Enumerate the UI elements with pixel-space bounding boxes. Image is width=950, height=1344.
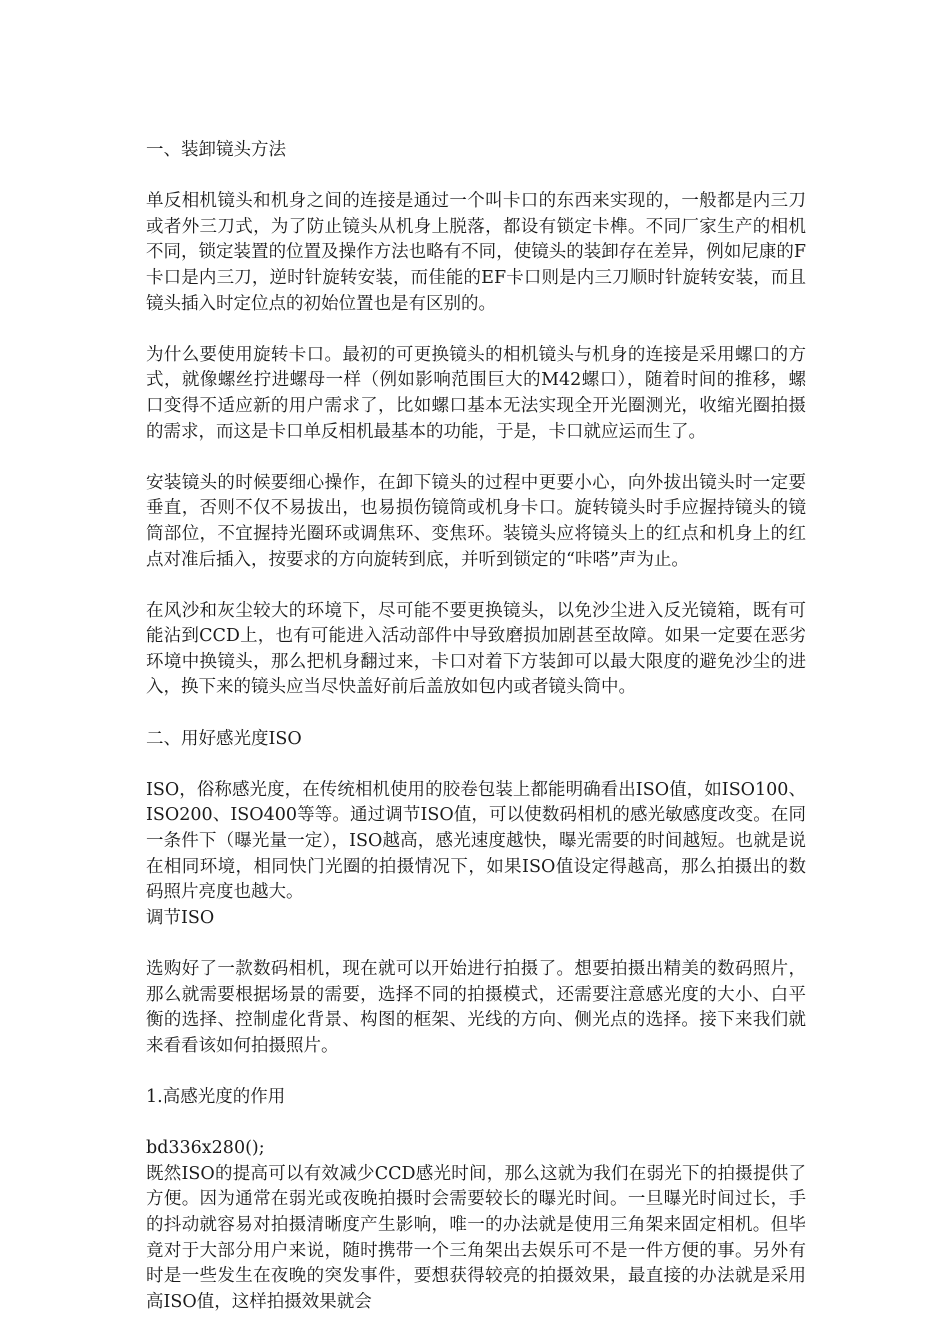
section-heading-iso: 二、用好感光度ISO xyxy=(146,728,302,749)
paragraph-bayonet-intro: 单反相机镜头和机身之间的连接是通过一个叫卡口的东西来实现的，一般都是内三刀或者外三刀式，为了防止镜头从机身上脱落，都设有锁定卡榫。不同厂家生产的相机不同，锁定装置的位置及操作方法也略有不同，使镜头的装卸存在差异，例如尼康的F卡口是内三刀，逆时针旋转安装，而佳能的EF卡口则是内三刀顺时针旋转安装，而且镜头插入时定位点的初始位置也是有区别的。 xyxy=(146,191,806,314)
paragraph-why-bayonet: 为什么要使用旋转卡口。最初的可更换镜头的相机镜头与机身的连接是采用螺口的方式，就像螺丝拧进螺母一样（例如影响范围巨大的M42螺口），随着时间的推移，螺口变得不适应新的用户需求了，比如螺口基本无法实现全开光圈测光，收缩光圈拍摄的需求，而这是卡口单反相机最基本的功能，于是，卡口就应运而生了。 xyxy=(146,344,806,442)
paragraph-install-care: 安装镜头的时候要细心操作，在卸下镜头的过程中更要小心，向外拔出镜头时一定要垂直，否则不仅不易拔出，也易损伤镜筒或机身卡口。旋转镜头时手应握持镜头的镜筒部位，不宜握持光圈环或调焦环、变焦环。装镜头应将镜头上的红点和机身上的红点对准后插入，按要求的方向旋转到底，并听到锁定的“咔嗒”声为止。 xyxy=(146,472,806,570)
paragraph-adjust-iso-label: 调节ISO xyxy=(146,907,215,928)
paragraph-iso-definition: ISO，俗称感光度，在传统相机使用的胶卷包装上都能明确看出ISO值，如ISO100、ISO200、ISO400等等。通过调节ISO值，可以使数码相机的感光敏感度改变。在同一条件下（曝光量一定），ISO越高，感光速度越快，曝光需要的时间越短。也就是说在相同环境，相同快门光圈的拍摄情况下，如果ISO值设定得越高，那么拍摄出的数码照片亮度也越大。 xyxy=(146,779,806,903)
paragraph-high-iso-benefit: 既然ISO的提高可以有效减少CCD感光时间，那么这就为我们在弱光下的拍摄提供了方便。因为通常在弱光或夜晚拍摄时会需要较长的曝光时间。一旦曝光时间过长，手的抖动就容易对拍摄清晰度产生影响，唯一的办法就是使用三角架来固定相机。但毕竟对于大部分用户来说，随时携带一个三角架出去娱乐可不是一件方便的事。另外有时是一些发生在夜晚的突发事件，要想获得较亮的拍摄效果，最直接的办法就是采用高ISO值，这样拍摄效果就会 xyxy=(146,1163,806,1312)
section-heading-lens-mount: 一、装卸镜头方法 xyxy=(146,140,286,160)
document-body xyxy=(146,138,806,1315)
paragraph-dusty-environment: 在风沙和灰尘较大的环境下，尽可能不要更换镜头，以免沙尘进入反光镜箱，既有可能沾到CCD上，也有可能进入活动部件中导致磨损加剧甚至故障。如果一定要在恶劣环境中换镜头，那么把机身翻过来，卡口对着下方装卸可以最大限度的避免沙尘的进入，换下来的镜头应当尽快盖好前后盖放如包内或者镜头筒中。 xyxy=(146,600,806,698)
paragraph-ad-code: bd336x280(); xyxy=(146,1138,265,1159)
subheading-high-iso: 1.高感光度的作用 xyxy=(146,1086,286,1107)
paragraph-shooting-intro: 选购好了一款数码相机，现在就可以开始进行拍摄了。想要拍摄出精美的数码照片，那么就需要根据场景的需要，选择不同的拍摄模式，还需要注意感光度的大小、白平衡的选择、控制虚化背景、构图的框架、光线的方向、侧光点的选择。接下来我们就来看看该如何拍摄照片。 xyxy=(146,959,806,1056)
